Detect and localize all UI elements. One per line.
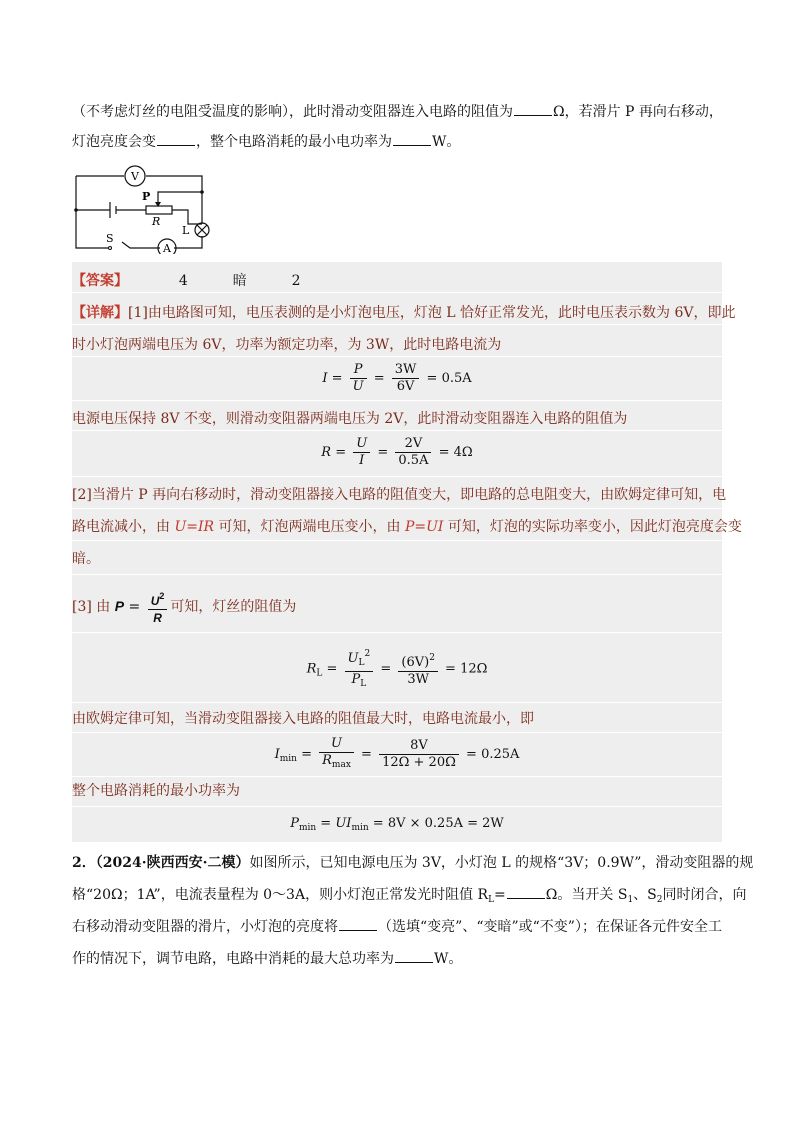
question-2-line-2: 格“20Ω；1A”，电流表量程为 0～3A，则小灯泡正常发光时阻值 $R_L= \Omega$。当开关 $S_1$、$S_2$同时闭合，向 bbox=[72, 884, 747, 911]
divider bbox=[72, 292, 722, 293]
circuit-diagram bbox=[70, 162, 220, 254]
intro-line-2: 灯泡亮度会变 ，整个电路消耗的最小电功率为 W。 bbox=[72, 131, 460, 153]
question-2-line-3: 右移动滑动变阻器的滑片，小灯泡的亮度将 （选填“变亮”、“变暗”或“不变”）；在保证各元件安全工 bbox=[72, 916, 722, 938]
answer-1: 4 bbox=[178, 273, 188, 289]
question-2-line-1: 2．（2024·陕西西安·二模）如图所示，已知电源电压为 3V，小灯泡 L 的规格“3V；0.9W”，滑动变阻器的规 bbox=[72, 855, 754, 871]
detail-line-6: 暗。 bbox=[72, 551, 100, 567]
answer-line bbox=[72, 270, 301, 292]
detail-line-4: [2]当滑片 P 再向右移动时，滑动变阻器接入电路的阻值变大，即电路的总电阻变大，由欧姆定律可知，电 bbox=[72, 487, 727, 503]
divider bbox=[72, 776, 722, 777]
formula-power: P=UI bbox=[404, 519, 444, 535]
answer-blank bbox=[393, 131, 431, 146]
equation-lamp-resistance: $R_L$ = $\frac{U_L^2}{P_L}$ = $\frac{(6V)^2}{3W}$ = 12Ω bbox=[0, 646, 794, 692]
divider bbox=[72, 540, 722, 541]
divider bbox=[72, 430, 722, 431]
divider bbox=[72, 400, 722, 401]
lamp-label: L bbox=[182, 224, 190, 237]
answer-blank bbox=[514, 101, 552, 116]
equation-min-current: $I_{min}$ = $\frac{U}{R_{max}}$ = $\frac{8V}{12\Omega + 20\Omega}$ = 0.25A bbox=[274, 736, 520, 770]
equation-min-power: $P_{min} = UI_{min} = 8V \times 0.25A = 2W$ bbox=[290, 816, 504, 833]
divider bbox=[72, 732, 722, 733]
slider-label: P bbox=[142, 190, 151, 203]
answer-blank bbox=[339, 916, 377, 931]
divider bbox=[72, 508, 722, 509]
answer-3: 2 bbox=[291, 273, 301, 289]
answer-2: 暗 bbox=[232, 273, 247, 289]
detail-line-9: 整个电路消耗的最小功率为 bbox=[72, 783, 240, 799]
detail-line-1: 【详解】[1]由电路图可知，电压表测的是小灯泡电压，灯泡 L 恰好正常发光，此时电压表示数为 6V，即此 bbox=[72, 305, 736, 321]
divider bbox=[72, 574, 722, 575]
answer-blank bbox=[395, 948, 433, 963]
switch-label: S bbox=[106, 232, 114, 245]
equation-resistance: R = $\frac{U}{I}$ = $\frac{2V}{0.5A}$ = 4Ω bbox=[321, 436, 473, 468]
detail-line-3: 电源电压保持 8V 不变，则滑动变阻器两端电压为 2V，此时滑动变阻器连入电路的阻值为 bbox=[72, 411, 628, 427]
answer-label: 【答案】 bbox=[72, 273, 128, 289]
intro-line-1: （不考虑灯丝的电阻受温度的影响），此时滑动变阻器连入电路的阻值为 Ω，若滑片 P 再向右移动， bbox=[72, 101, 723, 123]
divider bbox=[72, 356, 722, 357]
divider bbox=[72, 702, 722, 703]
divider bbox=[72, 632, 722, 633]
answer-blank bbox=[507, 884, 545, 899]
detail-line-5: 路电流减小，由 U=IR 可知，灯泡两端电压变小，由 P=UI 可知，灯泡的实际功率变小，因此灯泡亮度会变 bbox=[72, 519, 742, 535]
voltmeter-label: V bbox=[131, 170, 139, 183]
question-number: 2． bbox=[72, 855, 96, 871]
detail-line-2: 时小灯泡两端电压为 6V，功率为额定功率，为 3W，此时电路电流为 bbox=[72, 337, 502, 353]
question-source: （2024·陕西西安·二模） bbox=[95, 855, 250, 871]
divider bbox=[72, 806, 722, 807]
detail-line-8: 由欧姆定律可知，当滑动变阻器接入电路的阻值最大时，电路电流最小，即 bbox=[72, 711, 534, 727]
resistor-label: R bbox=[152, 215, 161, 228]
equation-current: I = $\frac{P}{U}$ = $\frac{3W}{6V}$ = 0.5A bbox=[322, 362, 472, 394]
ammeter-label: A bbox=[163, 242, 171, 254]
formula-ohm: U=IR bbox=[174, 519, 215, 535]
question-2-line-4: 作的情况下，调节电路，电路中消耗的最大总功率为 W。 bbox=[72, 948, 462, 970]
answer-blank bbox=[157, 131, 195, 146]
divider bbox=[72, 324, 722, 325]
detail-line-7: [3] 由 P = $\frac{U^2}{R}$ 可知，灯丝的阻值为 bbox=[72, 588, 296, 626]
divider bbox=[72, 476, 722, 477]
detail-label: 【详解】 bbox=[72, 305, 128, 321]
